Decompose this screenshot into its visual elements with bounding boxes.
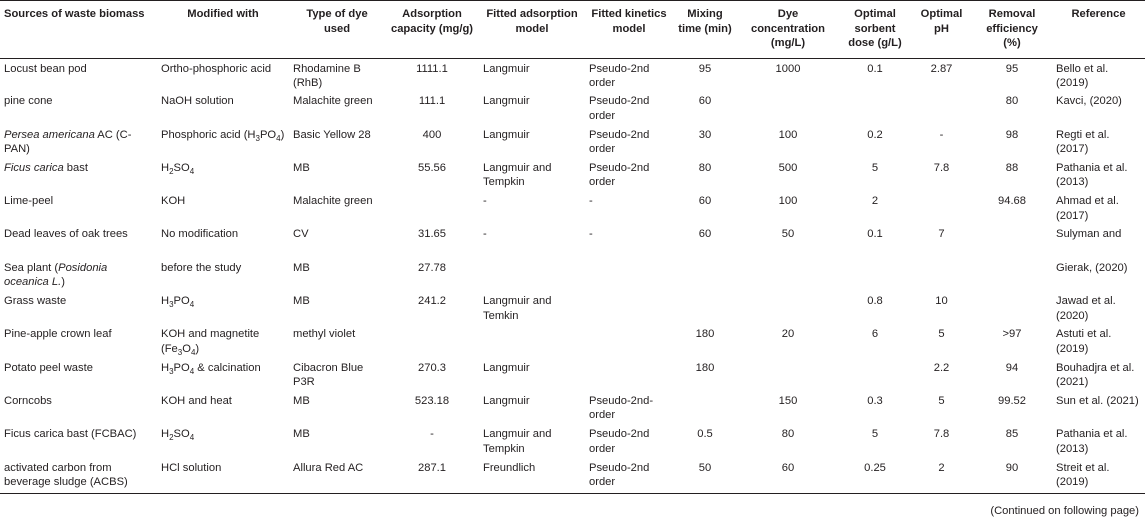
cell-mixing-time: 60 xyxy=(698,228,712,241)
cell-dye-concentration: 1000 xyxy=(775,62,801,75)
cell-adsorption-model: Langmuir and Temkin xyxy=(483,295,552,322)
cell-dye-concentration: 100 xyxy=(778,195,798,208)
cell-modified xyxy=(157,424,289,457)
cell-source xyxy=(0,91,157,124)
continued-note: (Continued on following page) xyxy=(990,505,1139,517)
cell-sorbent-dose: 2 xyxy=(871,195,879,208)
cell-ph: 2 xyxy=(911,458,972,494)
cell-dye: Cibacron Blue P3R xyxy=(293,361,364,389)
cell-dye: CV xyxy=(293,228,309,241)
cell-capacity: 400 xyxy=(422,128,442,141)
cell-adsorption-model: Langmuir xyxy=(483,95,530,108)
cell-removal-efficiency: 98 xyxy=(1005,128,1019,141)
cell-dye-concentration xyxy=(737,358,839,391)
cell-mixing-time xyxy=(673,391,737,424)
cell-kinetics-model: Pseudo-2nd order xyxy=(589,62,650,89)
cell-removal-efficiency xyxy=(972,258,1052,291)
cell-modified xyxy=(157,158,289,191)
cell-removal-efficiency: 88 xyxy=(1005,161,1019,174)
cell-dye-concentration: 60 xyxy=(737,458,839,494)
header-sorbent-dose: Optimal sorbent dose (g/L) xyxy=(839,1,911,59)
cell-capacity: - xyxy=(430,428,434,441)
cell-mixing-time: 60 xyxy=(698,95,712,108)
cell-removal-efficiency: 94 xyxy=(1005,361,1019,374)
cell-kinetics-model: Pseudo-2nd order xyxy=(589,428,650,455)
cell-kinetics-model: Pseudo-2nd order xyxy=(585,458,673,494)
table-row xyxy=(0,224,1145,257)
cell-reference: Sulyman and xyxy=(1056,228,1122,241)
cell-source xyxy=(0,191,157,224)
table-row xyxy=(0,125,1145,158)
cell-source xyxy=(0,258,157,291)
cell-removal-efficiency: >97 xyxy=(1002,328,1022,341)
modified-subscript: 3 xyxy=(255,133,260,143)
cell-ph: 7 xyxy=(938,228,945,241)
table-row xyxy=(0,58,1145,91)
cell-kinetics-model: Pseudo-2nd order xyxy=(589,128,650,156)
cell-capacity: 111.1 xyxy=(418,95,446,108)
header-modified-with: Modified with xyxy=(157,1,289,59)
cell-modified xyxy=(157,224,289,257)
source-italic-text: Posidonia oceanica L. xyxy=(4,261,108,289)
cell-dye-concentration: 500 xyxy=(778,161,798,174)
cell-capacity xyxy=(385,324,479,357)
cell-dye: Rhodamine B (RhB) xyxy=(293,62,361,89)
cell-reference: Regti et al. (2017) xyxy=(1056,128,1110,156)
modified-text: HCl solution xyxy=(161,461,222,474)
cell-dye-concentration xyxy=(737,291,839,324)
cell-reference: Bouhadjra et al. (2021) xyxy=(1056,361,1135,389)
source-text: Corncobs xyxy=(4,394,52,407)
cell-sorbent-dose: 0.2 xyxy=(867,128,883,141)
cell-mixing-time: 95 xyxy=(698,62,712,75)
cell-removal-efficiency xyxy=(972,291,1052,324)
cell-source xyxy=(0,291,157,324)
cell-reference: Bello et al. (2019) xyxy=(1056,62,1109,89)
table-row xyxy=(0,458,1145,494)
cell-removal-efficiency: 95 xyxy=(1005,62,1019,75)
source-text: pine cone xyxy=(4,95,53,108)
header-adsorption-model: Fitted adsorption model xyxy=(479,1,585,59)
cell-ph: 2.2 xyxy=(933,361,950,374)
modified-text: KOH and heat xyxy=(161,394,232,407)
source-text: AC (C-PAN) xyxy=(4,128,132,156)
cell-removal-efficiency: 99.52 xyxy=(998,394,1026,407)
cell-capacity: 270.3 xyxy=(418,361,446,374)
cell-adsorption-model: Langmuir xyxy=(483,394,530,407)
table-row xyxy=(0,324,1145,357)
cell-modified xyxy=(157,125,289,158)
header-reference: Reference xyxy=(1052,1,1145,59)
cell-removal-efficiency: 85 xyxy=(1005,428,1019,441)
source-text: activated carbon from beverage sludge (ACBS) xyxy=(4,461,128,489)
source-text-end: ) xyxy=(61,276,65,289)
header-mixing-time: Mixing time (min) xyxy=(673,1,737,59)
cell-kinetics-model: Pseudo-2nd order xyxy=(589,161,650,189)
cell-dye-concentration: 80 xyxy=(781,428,795,441)
header-sources: Sources of waste biomass xyxy=(0,1,157,59)
table-body xyxy=(0,58,1145,493)
modified-subscript: 4 xyxy=(276,133,281,143)
cell-mixing-time: 80 xyxy=(698,161,712,174)
cell-mixing-time: 180 xyxy=(695,328,715,341)
modified-subscript: 4 xyxy=(189,366,195,376)
cell-capacity: 287.1 xyxy=(385,458,479,494)
modified-text-end: ) xyxy=(280,128,285,141)
cell-ph xyxy=(911,91,972,124)
modified-text: No modification xyxy=(161,228,239,241)
modified-text-mid: PO xyxy=(173,361,190,374)
cell-reference: Pathania et al. (2013) xyxy=(1056,161,1128,189)
source-italic-text: Persea americana xyxy=(4,128,95,141)
modified-text: Ortho-phosphoric acid xyxy=(161,62,272,75)
cell-source xyxy=(0,458,157,494)
source-italic-text: Ficus carica xyxy=(4,161,64,174)
cell-dye-concentration xyxy=(737,258,839,291)
cell-sorbent-dose xyxy=(839,358,911,391)
cell-modified xyxy=(157,58,289,91)
cell-source xyxy=(0,224,157,257)
cell-mixing-time: 30 xyxy=(698,128,712,141)
cell-sorbent-dose: 0.1 xyxy=(867,62,883,75)
cell-adsorption-model: Langmuir xyxy=(483,62,530,75)
modified-text-mid: SO xyxy=(173,428,190,441)
cell-reference: Jawad et al. (2020) xyxy=(1056,295,1116,322)
source-text: Pine-apple crown leaf xyxy=(4,328,112,341)
modified-subscript: 3 xyxy=(169,300,174,310)
cell-capacity: 523.18 xyxy=(414,394,450,407)
cell-sorbent-dose: 0.1 xyxy=(867,228,883,241)
table-row xyxy=(0,424,1145,457)
cell-reference: Astuti et al. (2019) xyxy=(1056,328,1112,355)
source-text: Dead leaves of oak trees xyxy=(4,228,128,241)
cell-dye: Malachite green xyxy=(293,95,373,108)
header-optimal-ph: Optimal pH xyxy=(911,1,972,59)
cell-kinetics-model: - xyxy=(589,228,593,241)
cell-ph: 2.87 xyxy=(930,62,953,75)
cell-dye: methyl violet xyxy=(293,328,356,341)
modified-subscript: 4 xyxy=(189,167,195,177)
cell-dye: Malachite green xyxy=(293,195,373,208)
source-text: bast xyxy=(63,161,88,174)
cell-reference: Kavci, (2020) xyxy=(1056,95,1122,108)
table-row xyxy=(0,91,1145,124)
cell-reference: Ahmad et al. (2017) xyxy=(1056,195,1119,222)
modified-text-mid: O xyxy=(182,342,191,355)
source-text: Grass waste xyxy=(4,295,67,308)
modified-text-end: & calcination xyxy=(194,361,261,374)
cell-kinetics-model xyxy=(585,258,673,291)
cell-source xyxy=(0,158,157,191)
cell-sorbent-dose: 0.25 xyxy=(839,458,911,494)
cell-dye: MB xyxy=(293,428,310,441)
cell-sorbent-dose: 0.3 xyxy=(867,394,883,407)
cell-adsorption-model xyxy=(479,324,585,357)
cell-adsorption-model: - xyxy=(483,228,487,241)
cell-sorbent-dose xyxy=(839,91,911,124)
cell-adsorption-model xyxy=(479,258,585,291)
modified-text: Phosphoric acid (H xyxy=(161,128,256,141)
cell-removal-efficiency xyxy=(972,224,1052,257)
cell-source xyxy=(0,391,157,424)
cell-reference: Streit et al. (2019) xyxy=(1052,458,1145,494)
modified-text: KOH xyxy=(161,195,186,208)
cell-dye-concentration: 100 xyxy=(778,128,798,141)
cell-sorbent-dose: 5 xyxy=(871,161,879,174)
cell-adsorption-model: Langmuir xyxy=(483,361,530,374)
cell-removal-efficiency: 94.68 xyxy=(998,195,1026,208)
modified-text-mid: SO xyxy=(173,161,190,174)
cell-modified xyxy=(157,291,289,324)
table-row xyxy=(0,291,1145,324)
cell-sorbent-dose: 6 xyxy=(871,328,879,341)
modified-subscript: 3 xyxy=(169,366,174,376)
modified-text-mid: PO xyxy=(173,295,190,308)
modified-text: H xyxy=(161,161,170,174)
cell-capacity: 27.78 xyxy=(418,261,446,274)
cell-modified xyxy=(157,324,289,357)
cell-modified xyxy=(157,358,289,391)
cell-reference: Gierak, (2020) xyxy=(1056,261,1128,274)
cell-sorbent-dose xyxy=(839,258,911,291)
cell-dye: MB xyxy=(293,295,310,308)
cell-capacity: 241.2 xyxy=(418,295,446,308)
modified-text: NaOH solution xyxy=(161,95,234,108)
table-row xyxy=(0,358,1145,391)
modified-subscript: 4 xyxy=(189,433,195,443)
cell-dye: MB xyxy=(293,261,310,274)
cell-modified xyxy=(157,391,289,424)
cell-adsorption-model: Langmuir and Tempkin xyxy=(483,428,552,455)
header-kinetics-model: Fitted kinetics model xyxy=(585,1,673,59)
modified-text: H xyxy=(161,295,170,308)
header-dye-concentration: Dye concentration (mg/L) xyxy=(737,1,839,59)
cell-modified xyxy=(157,191,289,224)
cell-capacity: 55.56 xyxy=(418,161,446,174)
table-row xyxy=(0,258,1145,291)
cell-dye: Allura Red AC xyxy=(289,458,385,494)
cell-modified xyxy=(157,258,289,291)
cell-dye-concentration: 50 xyxy=(781,228,795,241)
cell-source xyxy=(0,125,157,158)
cell-dye: MB xyxy=(293,161,310,174)
cell-capacity: 31.65 xyxy=(418,228,446,241)
cell-source xyxy=(0,324,157,357)
modified-text-end: ) xyxy=(195,342,200,355)
header-dye-type: Type of dye used xyxy=(289,1,385,59)
table-row xyxy=(0,191,1145,224)
modified-subscript: 2 xyxy=(169,167,174,177)
cell-kinetics-model xyxy=(585,291,673,324)
cell-capacity: 1111.1 xyxy=(416,62,448,75)
cell-sorbent-dose: 0.8 xyxy=(867,295,883,308)
table-row xyxy=(0,391,1145,424)
cell-kinetics-model: - xyxy=(589,195,593,208)
cell-source xyxy=(0,58,157,91)
cell-ph xyxy=(911,191,972,224)
cell-ph: 7.8 xyxy=(933,428,950,441)
cell-ph: 7.8 xyxy=(933,161,950,174)
cell-ph: - xyxy=(939,128,944,141)
cell-dye-concentration: 20 xyxy=(781,328,795,341)
modified-text: H xyxy=(161,428,170,441)
modified-subscript: 3 xyxy=(177,348,183,358)
cell-ph xyxy=(911,258,972,291)
cell-ph: 5 xyxy=(938,328,945,341)
cell-source xyxy=(0,424,157,457)
cell-dye: Basic Yellow 28 xyxy=(293,128,371,141)
cell-dye-concentration: 150 xyxy=(778,394,798,407)
cell-kinetics-model xyxy=(585,324,673,357)
cell-adsorption-model: - xyxy=(483,195,487,208)
cell-adsorption-model: Langmuir xyxy=(483,128,530,141)
modified-text: H xyxy=(161,361,170,374)
cell-capacity xyxy=(385,191,479,224)
cell-reference: Sun et al. (2021) xyxy=(1056,394,1139,407)
modified-text-mid: PO xyxy=(259,128,277,141)
modified-subscript: 2 xyxy=(169,433,174,443)
cell-adsorption-model: Freundlich xyxy=(479,458,585,494)
cell-mixing-time: 50 xyxy=(673,458,737,494)
cell-dye: MB xyxy=(293,394,310,407)
source-text: Lime-peel xyxy=(4,195,54,208)
cell-reference: Pathania et al. (2013) xyxy=(1056,428,1128,455)
cell-ph: 5 xyxy=(938,394,945,407)
header-removal-efficiency: Removal efficiency (%) xyxy=(972,1,1052,59)
cell-modified xyxy=(157,91,289,124)
cell-adsorption-model: Langmuir and Tempkin xyxy=(483,161,552,189)
cell-source xyxy=(0,358,157,391)
cell-dye-concentration xyxy=(737,91,839,124)
cell-kinetics-model: Pseudo-2nd order xyxy=(589,95,650,122)
cell-kinetics-model: Pseudo-2nd-order xyxy=(589,394,654,422)
cell-removal-efficiency: 90 xyxy=(972,458,1052,494)
cell-mixing-time xyxy=(673,291,737,324)
table-header xyxy=(0,1,1145,59)
modified-text: KOH and magnetite (Fe xyxy=(161,328,260,355)
source-text: Locust bean pod xyxy=(4,62,87,75)
modified-text: before the study xyxy=(161,261,242,274)
cell-mixing-time: 180 xyxy=(695,361,715,374)
header-adsorption-capacity: Adsorption capacity (mg/g) xyxy=(385,1,479,59)
source-text: Potato peel waste xyxy=(4,361,93,374)
cell-mixing-time: 0.5 xyxy=(697,428,713,441)
cell-ph: 10 xyxy=(935,295,948,308)
cell-kinetics-model xyxy=(585,358,673,391)
cell-modified xyxy=(157,458,289,494)
modified-subscript: 4 xyxy=(189,300,195,310)
cell-sorbent-dose: 5 xyxy=(871,428,879,441)
cell-mixing-time xyxy=(673,258,737,291)
cell-mixing-time: 60 xyxy=(698,195,712,208)
modified-subscript: 4 xyxy=(190,348,196,358)
source-text: Sea plant ( xyxy=(4,261,59,274)
table-row xyxy=(0,158,1145,191)
source-text: Ficus carica bast (FCBAC) xyxy=(4,428,137,441)
cell-removal-efficiency: 80 xyxy=(1005,95,1019,108)
